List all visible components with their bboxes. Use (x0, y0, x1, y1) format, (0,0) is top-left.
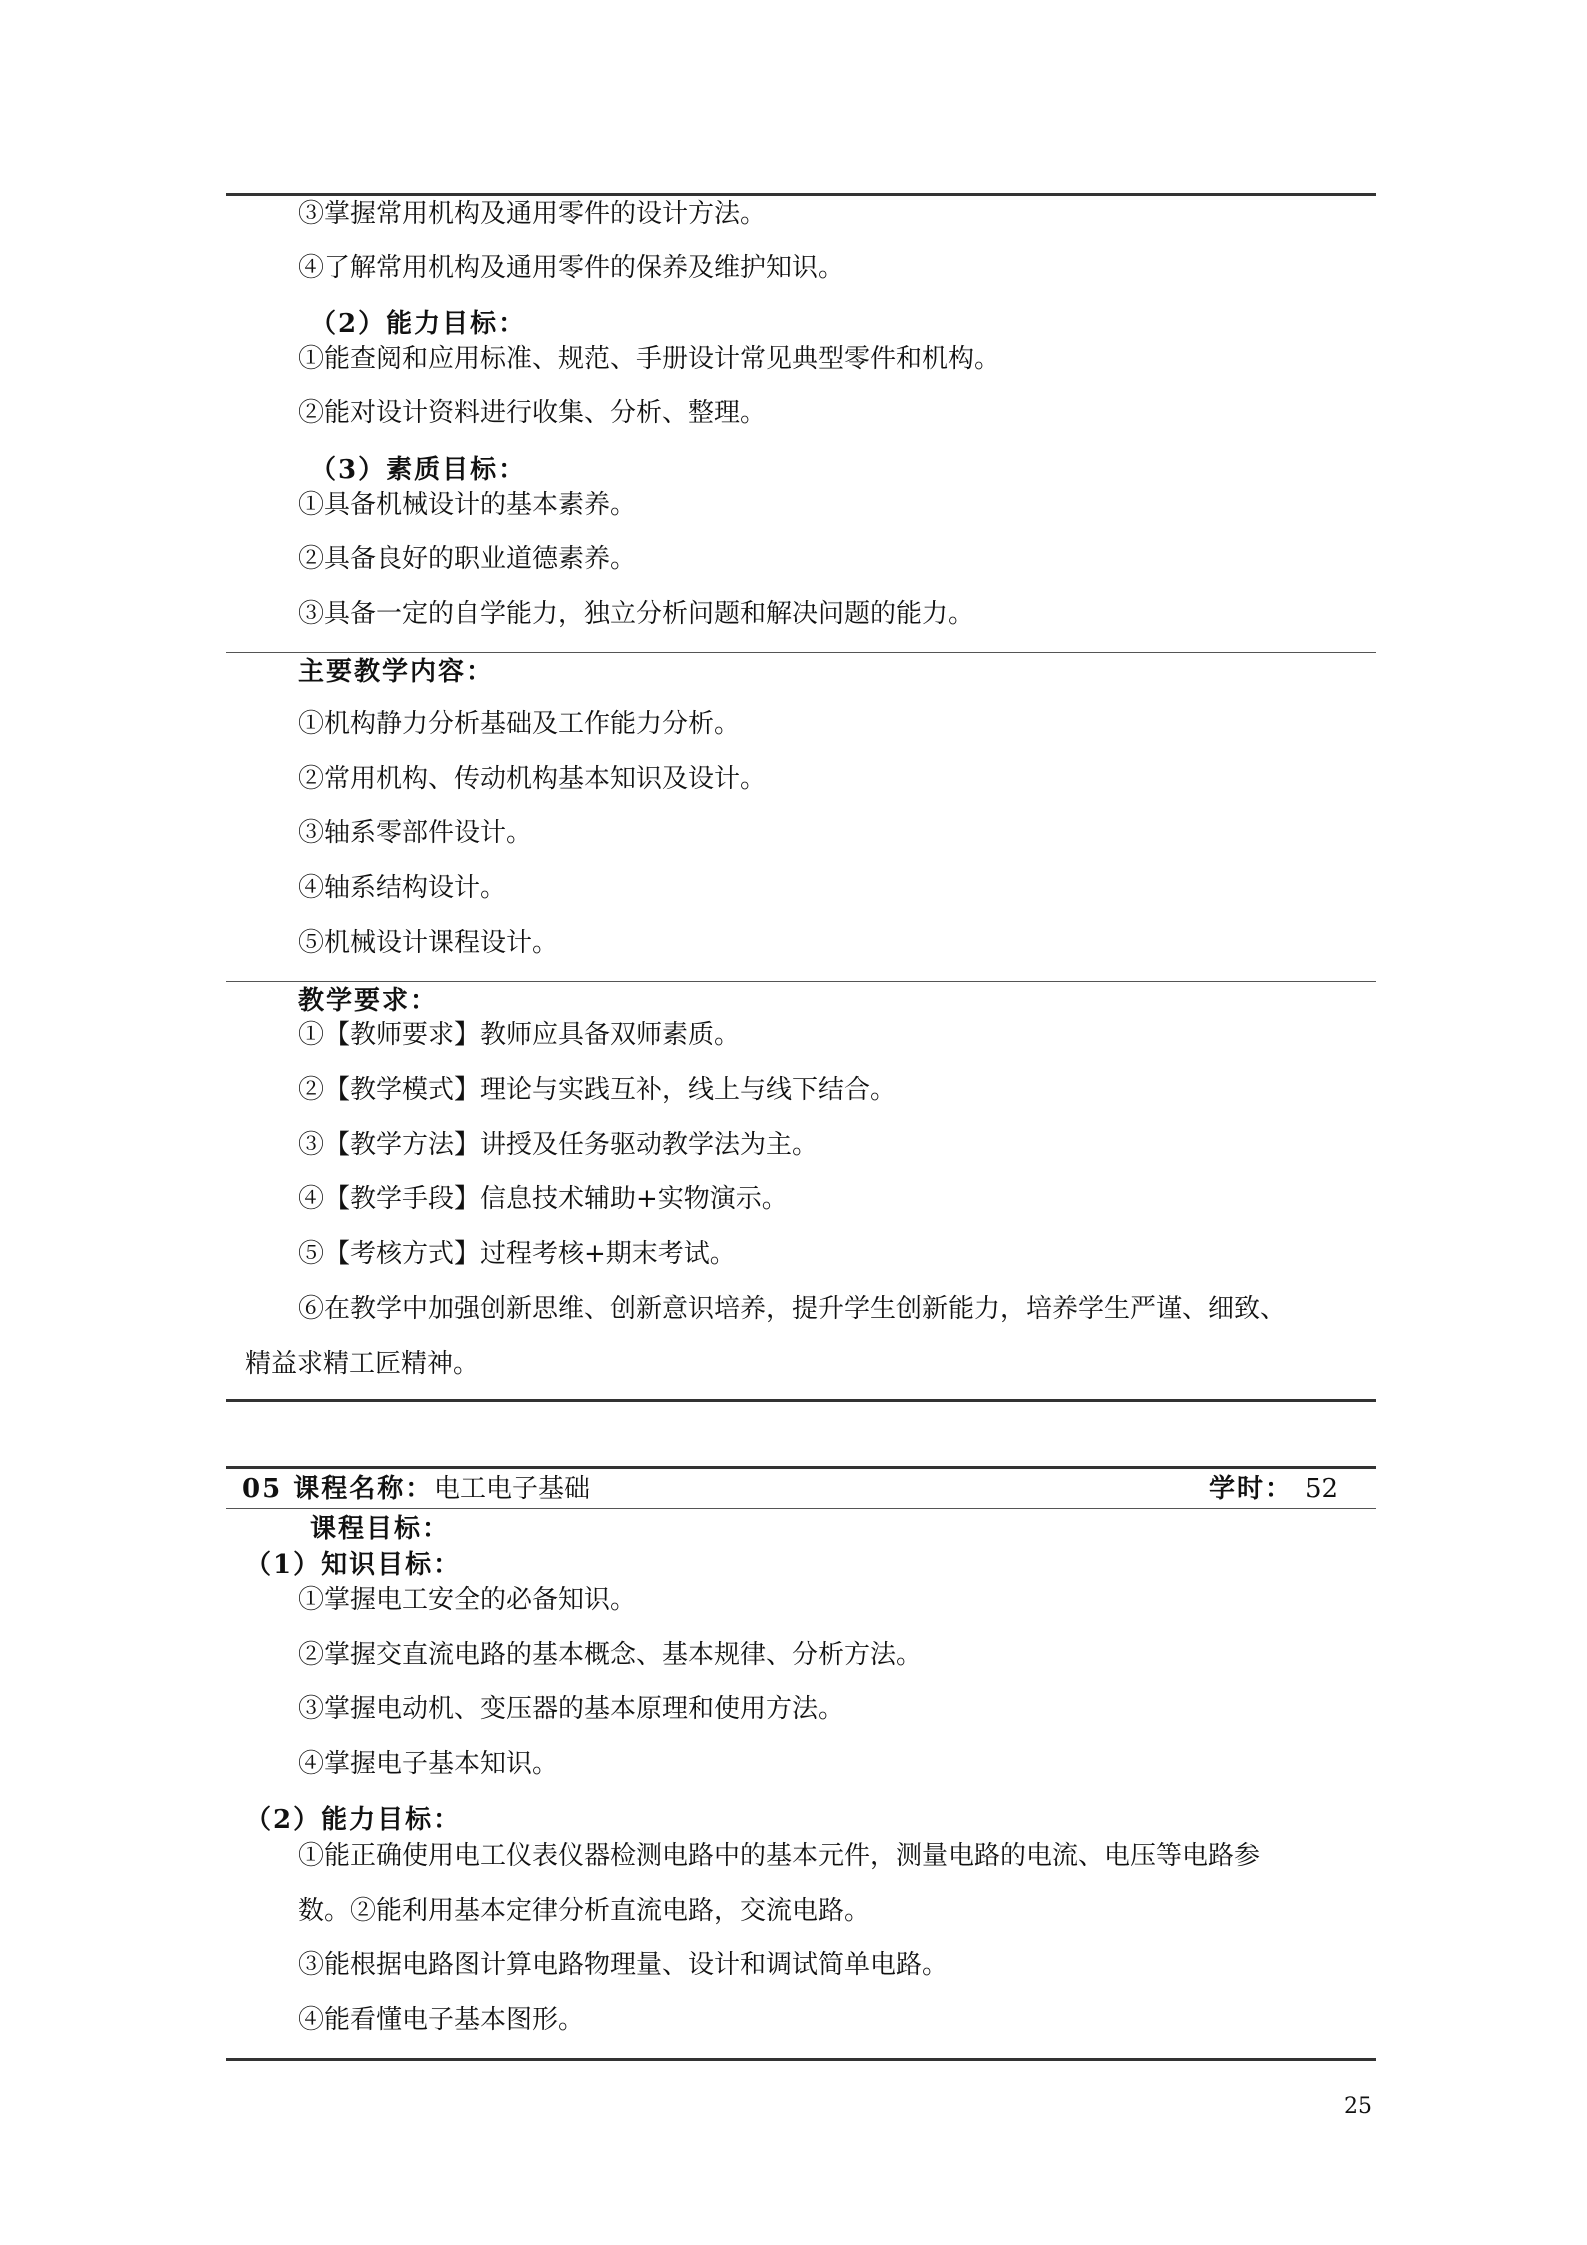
ability-item-continued: 数。②能利用基本定律分析直流电路，交流电路。 (298, 1896, 871, 1926)
requirement-item-continued: 精益求精工匠精神。 (245, 1349, 480, 1379)
ability-heading: （2）能力目标： (310, 309, 527, 339)
ability-item: ②能对设计资料进行收集、分析、整理。 (298, 398, 767, 428)
requirement-item: ②【教学模式】理论与实践互补，线上与线下结合。 (298, 1075, 897, 1105)
knowledge-item: ④了解常用机构及通用零件的保养及维护知识。 (298, 253, 845, 283)
requirements-heading: 教学要求： (298, 986, 439, 1016)
requirement-item: ⑤【考核方式】过程考核+期末考试。 (298, 1239, 736, 1269)
goals-heading: 课程目标： (310, 1514, 451, 1544)
hours-label: 学时： (1209, 1474, 1294, 1504)
knowledge-item: ①掌握电工安全的必备知识。 (298, 1585, 637, 1615)
ability-heading: （2）能力目标： (245, 1805, 462, 1835)
content-item: ⑤机械设计课程设计。 (298, 928, 559, 958)
knowledge-item: ④掌握电子基本知识。 (298, 1749, 559, 1779)
ability-item: ①能正确使用电工仪表仪器检测电路中的基本元件，测量电路的电流、电压等电路参 (298, 1841, 1261, 1871)
content-item: ④轴系结构设计。 (298, 873, 507, 903)
ability-item: ④能看懂电子基本图形。 (298, 2005, 585, 2035)
content-heading: 主要教学内容： (298, 657, 495, 687)
requirement-item: ①【教师要求】教师应具备双师素质。 (298, 1020, 741, 1050)
knowledge-item: ③掌握电动机、变压器的基本原理和使用方法。 (298, 1694, 845, 1724)
section-start-rule (226, 1466, 1376, 1469)
top-rule (226, 193, 1376, 196)
bottom-rule (226, 2058, 1376, 2061)
knowledge-item: ③掌握常用机构及通用零件的设计方法。 (298, 199, 767, 229)
requirement-item: ③【教学方法】讲授及任务驱动教学法为主。 (298, 1130, 819, 1160)
course-name: 电工电子基础 (434, 1474, 591, 1504)
requirement-item: ④【教学手段】信息技术辅助+实物演示。 (298, 1184, 788, 1214)
content-item: ①机构静力分析基础及工作能力分析。 (298, 709, 741, 739)
course-label: 05 课程名称： (242, 1474, 434, 1504)
page-number: 25 (1344, 2094, 1372, 2119)
divider (226, 652, 1376, 653)
quality-item: ①具备机械设计的基本素养。 (298, 490, 637, 520)
content-item: ③轴系零部件设计。 (298, 818, 533, 848)
content-item: ②常用机构、传动机构基本知识及设计。 (298, 764, 767, 794)
ability-item: ①能查阅和应用标准、规范、手册设计常见典型零件和机构。 (298, 344, 1001, 374)
divider (226, 981, 1376, 982)
requirement-item: ⑥在教学中加强创新思维、创新意识培养，提升学生创新能力，培养学生严谨、细致、 (298, 1294, 1287, 1324)
quality-heading: （3）素质目标： (310, 455, 527, 485)
quality-item: ③具备一定的自学能力，独立分析问题和解决问题的能力。 (298, 599, 975, 629)
hours-value: 52 (1305, 1474, 1339, 1504)
quality-item: ②具备良好的职业道德素养。 (298, 544, 637, 574)
ability-item: ③能根据电路图计算电路物理量、设计和调试简单电路。 (298, 1950, 949, 1980)
divider (226, 1508, 1376, 1509)
section-end-rule (226, 1399, 1376, 1402)
knowledge-item: ②掌握交直流电路的基本概念、基本规律、分析方法。 (298, 1640, 923, 1670)
knowledge-heading: （1）知识目标： (245, 1550, 462, 1580)
